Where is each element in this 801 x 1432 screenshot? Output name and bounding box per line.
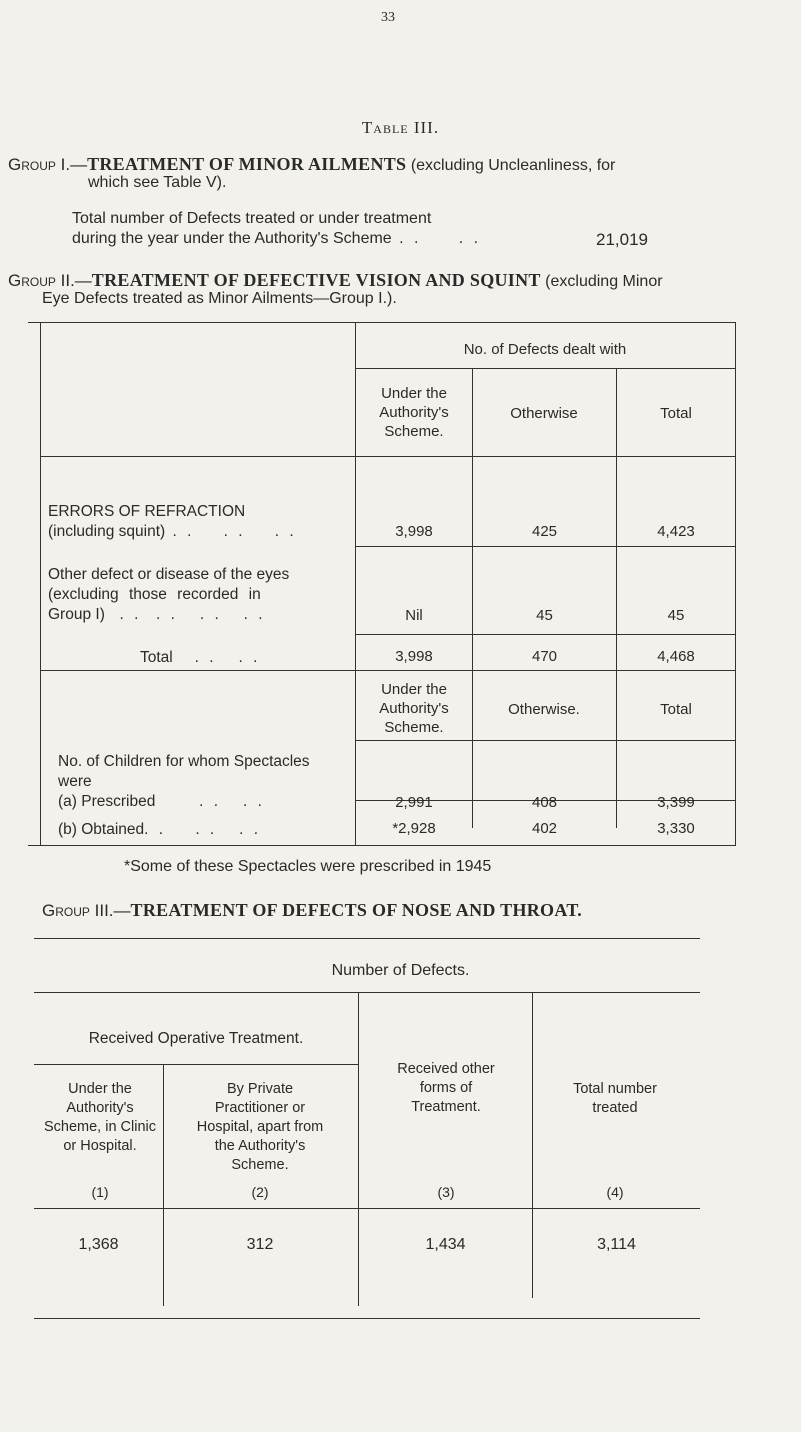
table3-operative-header: Received Operative Treatment. xyxy=(88,1030,304,1047)
group1-heading-line xyxy=(8,154,615,175)
table2-span-header: No. of Defects dealt with xyxy=(463,341,627,358)
table3-col1-header: Under the Authority's Scheme, in Clinic or Hospital. xyxy=(43,1081,156,1154)
group1-note-line2: which see Table V). xyxy=(88,174,227,191)
group1-total-text: during the year under the Authority's Scheme xyxy=(72,230,392,247)
row-errors-otherwise: 425 xyxy=(531,523,558,540)
table3-value-1: 1,368 xyxy=(78,1236,119,1253)
row-other-otherwise: 45 xyxy=(536,607,553,624)
row-errors-total: 4,423 xyxy=(657,523,695,540)
group1-label: Group I.— xyxy=(8,155,88,174)
row-total-label: Total . . . . xyxy=(140,649,261,666)
spec-obtained-authority: *2,928 xyxy=(392,820,436,837)
group2-note: (excluding Minor xyxy=(545,273,663,290)
table3-header-bottom xyxy=(34,1208,700,1209)
table3-col-border-1 xyxy=(358,992,359,1306)
table2-top-border xyxy=(28,322,736,323)
row-errors-label-2: (including squint) . . . . . . xyxy=(48,523,297,540)
spec-row-obtained-label: (b) Obtained. . . . . . xyxy=(58,821,262,838)
row-other-label: Other defect or disease of the eyes xyxy=(48,566,290,583)
table2-left-border xyxy=(40,322,41,845)
table2-row2-line xyxy=(355,634,735,635)
table3-span-header: Number of Defects. xyxy=(331,962,470,979)
row-total-total: 4,468 xyxy=(657,648,695,665)
table3-top-border xyxy=(34,938,700,939)
group3-heading: TREATMENT OF DEFECTS OF NOSE AND THROAT. xyxy=(130,900,583,920)
spec-row-prescribed-label: (a) Prescribed . . . . xyxy=(58,793,265,810)
table2-subheader-line xyxy=(355,368,735,369)
table3-col2-num: (2) xyxy=(251,1184,269,1200)
page-number: 33 xyxy=(381,10,395,25)
spec-obtained-total: 3,330 xyxy=(657,820,695,837)
group3-label: Group III.— xyxy=(42,901,131,920)
spec-label-2: were xyxy=(58,773,92,790)
row-total-otherwise: 470 xyxy=(531,648,558,665)
row-other-authority: Nil xyxy=(405,607,423,624)
table3-bottom-border xyxy=(34,1318,700,1319)
table2-total-line xyxy=(40,670,736,671)
table3-col4-num: (4) xyxy=(606,1184,624,1200)
table3-col2-header: By Private Practitioner or Hospital, apart from the Authority's Scheme. xyxy=(196,1081,324,1173)
group1-total-value: 21,019 xyxy=(596,230,648,249)
table-title: Table III. xyxy=(361,118,440,137)
group3-heading-line xyxy=(42,900,582,921)
table2-right-border xyxy=(735,322,736,845)
row-errors-label: ERRORS OF REFRACTION xyxy=(48,503,246,520)
footnote: *Some of these Spectacles were prescribed in 1945 xyxy=(124,858,492,875)
table2-col-header-total: Total xyxy=(660,405,692,422)
table2-col-header-authority: Under the Authority's Scheme. xyxy=(379,385,449,440)
group1-total-line1: Total number of Defects treated or under treatment xyxy=(72,210,432,227)
spec-col-header-total: Total xyxy=(660,701,692,718)
table2-col1-border xyxy=(355,322,356,845)
spec-label: No. of Children for whom Spectacles xyxy=(58,753,310,770)
table2-col-header-otherwise: Otherwise xyxy=(510,405,578,422)
table3-col3-header: Received other forms of Treatment. xyxy=(397,1061,495,1115)
table3-col4-header: Total number treated xyxy=(573,1081,657,1116)
group2-label: Group II.— xyxy=(8,271,92,290)
spec-col-header-authority: Under the Authority's Scheme. xyxy=(379,681,449,736)
table3-col1-num: (1) xyxy=(91,1184,109,1200)
group1-total-line2: during the year under the Authority's Scheme . . . . xyxy=(72,230,482,247)
spec-prescribed-authority: 2,991 xyxy=(395,794,433,811)
table2-bottom-border xyxy=(28,845,736,846)
group1-heading: TREATMENT OF MINOR AILMENTS xyxy=(87,154,407,174)
table3-value-3: 1,434 xyxy=(425,1236,466,1253)
group2-heading: TREATMENT OF DEFECTIVE VISION AND SQUINT xyxy=(91,270,541,290)
group2-heading-line xyxy=(8,270,663,291)
table3-col3-num: (3) xyxy=(437,1184,455,1200)
row-errors-authority: 3,998 xyxy=(395,523,433,540)
table2-spec-header-line xyxy=(355,740,735,741)
spec-obtained-otherwise: 402 xyxy=(531,820,558,837)
row-other-label-3: Group I) . . . . . . . . xyxy=(48,606,266,623)
row-other-total: 45 xyxy=(667,607,685,624)
table2-col3-border xyxy=(616,368,617,828)
row-other-label-2: (excluding those recorded in xyxy=(48,586,261,603)
group1-note: (excluding Uncleanliness, for xyxy=(410,157,616,174)
spec-prescribed-otherwise: 408 xyxy=(531,794,558,811)
row-total-authority: 3,998 xyxy=(395,648,433,665)
table3-value-4: 3,114 xyxy=(597,1236,636,1253)
table2-header-bottom xyxy=(40,456,736,457)
table2-col2-border xyxy=(472,368,473,828)
table2-row1-line xyxy=(355,546,735,547)
spec-col-header-otherwise: Otherwise. xyxy=(508,701,580,718)
table3-operative-line xyxy=(34,1064,358,1065)
table3-value-2: 312 xyxy=(246,1236,274,1253)
table3-subheader-line xyxy=(34,992,700,993)
spec-prescribed-total: 3,399 xyxy=(657,794,695,811)
group2-note-line2: Eye Defects treated as Minor Ailments—Group I.). xyxy=(42,290,397,307)
